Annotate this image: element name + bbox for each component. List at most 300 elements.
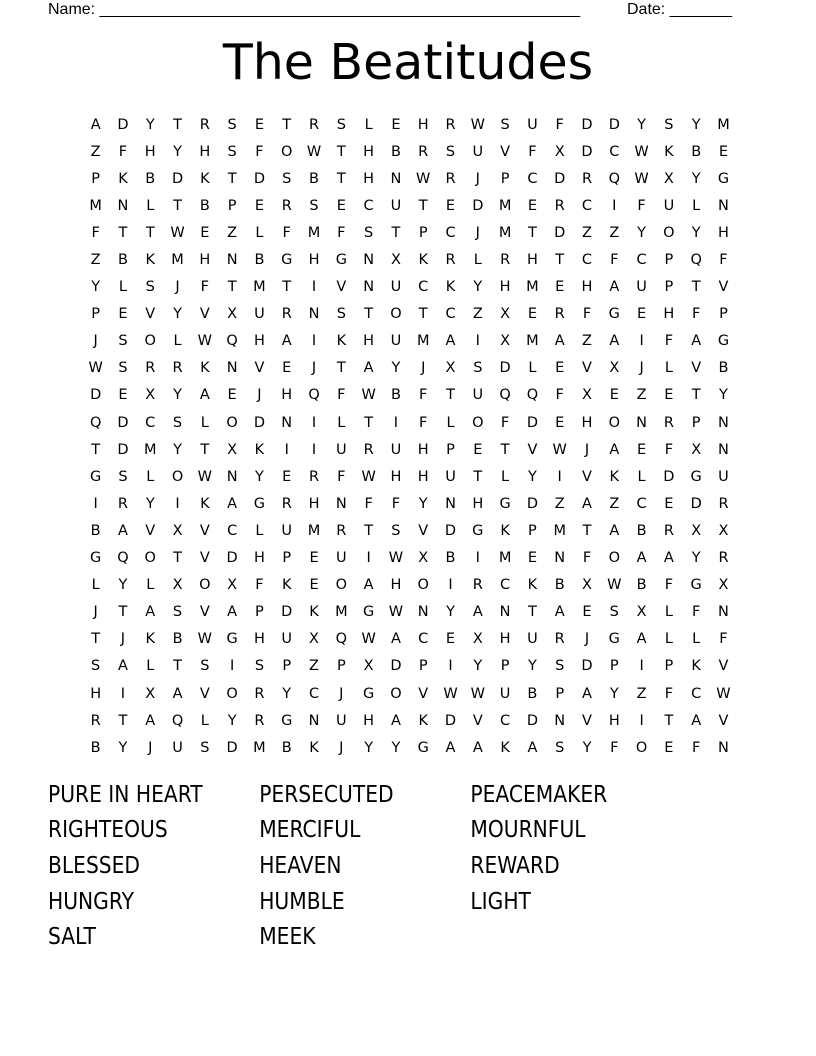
grid-letter: F xyxy=(610,252,619,269)
grid-letter: R xyxy=(554,306,565,323)
grid-letter: A xyxy=(472,739,483,756)
grid-letter: N xyxy=(718,414,729,431)
grid-letter: N xyxy=(445,495,456,512)
grid-letter: P xyxy=(719,306,728,323)
grid-letter: P xyxy=(336,658,346,675)
grid-letter: O xyxy=(199,577,211,594)
word-search-grid xyxy=(82,111,742,761)
grid-letter: F xyxy=(719,631,728,648)
grid-letter: L xyxy=(692,631,701,648)
grid-letter: U xyxy=(390,279,402,296)
grid-letter: E xyxy=(200,224,210,241)
grid-letter: I xyxy=(93,495,98,512)
grid-letter: Y xyxy=(609,685,619,702)
grid-letter: J xyxy=(475,170,480,187)
date-field-line[interactable]: Date: _______ xyxy=(627,1,732,18)
grid-letter: A xyxy=(145,604,156,621)
grid-letter: H xyxy=(390,577,402,594)
grid-letter: H xyxy=(608,712,620,729)
grid-letter: W xyxy=(361,468,376,485)
grid-letter: F xyxy=(582,306,592,323)
word-list-item: REWARD xyxy=(470,852,560,879)
grid-letter: N xyxy=(363,279,375,296)
grid-letter: I xyxy=(448,577,453,594)
grid-letter: V xyxy=(718,279,729,296)
grid-letter: V xyxy=(500,143,511,160)
grid-letter: L xyxy=(255,522,264,539)
grid-letter: D xyxy=(171,170,184,187)
grid-letter: Z xyxy=(582,333,592,350)
grid-letter: B xyxy=(117,252,128,269)
grid-letter: Y xyxy=(173,387,182,404)
grid-letter: M xyxy=(171,252,184,269)
grid-letter: Y xyxy=(473,658,483,675)
grid-letter: T xyxy=(691,387,701,404)
grid-letter: Y xyxy=(527,658,537,675)
grid-letter: A xyxy=(609,441,620,458)
grid-letter: S xyxy=(364,224,374,241)
grid-letter: H xyxy=(308,495,320,512)
grid-letter: D xyxy=(472,197,484,214)
grid-letter: T xyxy=(391,224,401,241)
grid-letter: T xyxy=(173,197,182,214)
grid-letter: X xyxy=(582,387,592,404)
grid-letter: S xyxy=(473,360,483,377)
grid-letter: A xyxy=(117,522,128,539)
grid-letter: T xyxy=(91,631,101,648)
grid-letter: P xyxy=(227,197,237,214)
header xyxy=(48,0,748,20)
grid-letter: K xyxy=(691,658,701,675)
grid-letter: H xyxy=(581,414,593,431)
grid-letter: U xyxy=(445,468,456,485)
grid-letter: I xyxy=(229,658,235,675)
grid-letter: T xyxy=(173,658,182,675)
grid-letter: O xyxy=(335,577,348,594)
grid-letter: X xyxy=(172,522,183,539)
grid-letter: V xyxy=(527,441,538,458)
grid-letter: I xyxy=(311,279,317,296)
grid-letter: U xyxy=(281,522,293,539)
grid-letter: K xyxy=(664,143,674,160)
grid-letter: V xyxy=(718,712,729,729)
grid-letter: L xyxy=(664,360,673,377)
grid-letter: B xyxy=(445,550,456,567)
grid-letter: Q xyxy=(608,170,620,187)
grid-letter: V xyxy=(199,550,210,567)
grid-letter: G xyxy=(226,631,238,648)
grid-letter: N xyxy=(281,414,293,431)
grid-letter: D xyxy=(526,495,538,512)
grid-letter: T xyxy=(555,252,565,269)
grid-letter: O xyxy=(171,468,184,485)
grid-letter: E xyxy=(118,306,128,323)
grid-letter: Q xyxy=(226,333,238,350)
grid-letter: T xyxy=(527,224,537,241)
grid-letter: V xyxy=(418,522,429,539)
grid-letter: D xyxy=(581,116,593,133)
grid-letter: Z xyxy=(90,143,101,160)
grid-letter: E xyxy=(664,495,674,512)
grid-letter: B xyxy=(718,360,729,377)
grid-letter: Y xyxy=(691,224,701,241)
grid-letter: F xyxy=(500,414,510,431)
grid-letter: M xyxy=(253,279,266,296)
grid-letter: A xyxy=(390,631,401,648)
name-field-line[interactable]: Name: ______________________________________________________ xyxy=(48,1,581,18)
grid-letter: Y xyxy=(118,577,128,594)
grid-letter: D xyxy=(117,441,129,458)
grid-letter: N xyxy=(417,604,429,621)
grid-letter: T xyxy=(282,116,292,133)
grid-letter: S xyxy=(118,333,128,350)
grid-letter: P xyxy=(555,685,565,702)
grid-letter: G xyxy=(690,577,702,594)
grid-letter: C xyxy=(418,279,429,296)
grid-letter: N xyxy=(226,468,238,485)
grid-letter: I xyxy=(639,658,644,675)
grid-letter: N xyxy=(363,252,375,269)
grid-letter: D xyxy=(253,170,266,187)
grid-letter: M xyxy=(335,604,348,621)
grid-letter: P xyxy=(418,224,428,241)
grid-letter: X xyxy=(500,306,511,323)
grid-letter: Q xyxy=(526,387,539,404)
grid-letter: V xyxy=(582,360,592,377)
grid-letter: A xyxy=(663,550,674,567)
grid-letter: T xyxy=(364,522,374,539)
grid-letter: T xyxy=(282,279,292,296)
grid-letter: K xyxy=(309,604,319,621)
grid-letter: S xyxy=(254,658,265,675)
grid-letter: K xyxy=(281,577,292,594)
grid-letter: U xyxy=(254,306,265,323)
grid-letter: Y xyxy=(255,468,264,485)
grid-letter: C xyxy=(609,143,620,160)
grid-letter: F xyxy=(664,441,674,458)
grid-letter: V xyxy=(199,306,210,323)
grid-letter: M xyxy=(526,333,539,350)
grid-letter: I xyxy=(311,441,317,458)
grid-letter: R xyxy=(472,577,483,594)
grid-letter: W xyxy=(416,170,431,187)
grid-letter: X xyxy=(145,387,156,404)
grid-letter: L xyxy=(528,360,537,377)
grid-letter: S xyxy=(145,279,155,296)
grid-letter: T xyxy=(173,550,182,567)
grid-letter: S xyxy=(172,414,183,431)
grid-letter: X xyxy=(691,522,702,539)
word-list xyxy=(48,777,699,955)
grid-letter: L xyxy=(118,279,127,296)
word-list-item: PURE IN HEART xyxy=(48,781,203,808)
grid-letter: D xyxy=(253,414,266,431)
grid-letter: Y xyxy=(391,360,401,377)
grid-letter: U xyxy=(718,468,729,485)
grid-letter: A xyxy=(609,333,620,350)
grid-letter: J xyxy=(148,739,153,756)
grid-letter: N xyxy=(718,739,729,756)
grid-letter: K xyxy=(309,739,319,756)
grid-letter: W xyxy=(552,441,567,458)
grid-letter: G xyxy=(717,170,730,187)
grid-letter: R xyxy=(281,306,292,323)
grid-letter: P xyxy=(528,522,537,539)
grid-letter: I xyxy=(475,550,480,567)
grid-letter: N xyxy=(718,604,729,621)
grid-letter: M xyxy=(498,550,512,567)
grid-letter: I xyxy=(557,468,562,485)
grid-letter: A xyxy=(554,333,565,350)
grid-letter: A xyxy=(582,685,592,702)
grid-letter: V xyxy=(582,712,592,729)
grid-letter: X xyxy=(418,550,429,567)
grid-letter: T xyxy=(473,468,483,485)
grid-letter: W xyxy=(470,685,485,702)
grid-letter: A xyxy=(636,631,647,648)
grid-letter: H xyxy=(390,468,402,485)
grid-letter: M xyxy=(89,197,102,214)
grid-letter: A xyxy=(145,712,156,729)
word-list-item: HEAVEN xyxy=(259,852,342,879)
grid-letter: K xyxy=(145,631,155,648)
grid-letter: E xyxy=(582,604,592,621)
page-title: The Beatitudes xyxy=(222,34,594,91)
grid-letter: E xyxy=(555,279,565,296)
grid-letter: Z xyxy=(636,387,647,404)
grid-letter: L xyxy=(692,197,701,214)
grid-letter: S xyxy=(227,116,237,133)
grid-letter: Y xyxy=(173,143,182,160)
grid-letter: F xyxy=(255,143,264,160)
grid-letter: A xyxy=(363,577,374,594)
grid-letter: S xyxy=(172,604,183,621)
grid-letter: O xyxy=(390,306,402,323)
grid-letter: U xyxy=(172,739,183,756)
grid-letter: K xyxy=(500,522,510,539)
word-list-item: MOURNFUL xyxy=(470,817,586,844)
grid-letter: X xyxy=(663,170,674,187)
grid-letter: R xyxy=(90,712,101,729)
word-list-item: BLESSED xyxy=(48,852,141,879)
grid-letter: L xyxy=(337,414,346,431)
grid-letter: R xyxy=(308,116,320,133)
grid-letter: S xyxy=(118,360,128,377)
grid-letter: X xyxy=(718,522,729,539)
grid-letter: B xyxy=(90,522,101,539)
grid-letter: D xyxy=(608,116,620,133)
grid-letter: R xyxy=(254,685,265,702)
grid-letter: Q xyxy=(308,387,320,404)
grid-letter: M xyxy=(498,197,512,214)
grid-letter: E xyxy=(254,116,265,133)
grid-letter: O xyxy=(608,550,620,567)
grid-letter: O xyxy=(472,414,484,431)
grid-letter: J xyxy=(93,604,98,621)
grid-letter: T xyxy=(336,143,346,160)
grid-letter: Y xyxy=(391,739,401,756)
word-list-item: PERSECUTED xyxy=(259,781,394,808)
grid-letter: V xyxy=(691,360,702,377)
grid-letter: I xyxy=(639,712,644,729)
grid-letter: G xyxy=(90,468,102,485)
grid-letter: V xyxy=(145,522,156,539)
grid-letter: F xyxy=(364,495,373,512)
grid-letter: H xyxy=(663,306,675,323)
grid-letter: L xyxy=(255,224,264,241)
grid-letter: J xyxy=(311,360,317,377)
grid-letter: H xyxy=(363,143,375,160)
grid-letter: H xyxy=(308,252,320,269)
grid-letter: X xyxy=(472,631,483,648)
grid-letter: O xyxy=(417,577,429,594)
grid-letter: X xyxy=(227,577,238,594)
grid-letter: X xyxy=(500,333,511,350)
grid-letter: N xyxy=(308,712,320,729)
grid-letter: N xyxy=(390,170,402,187)
grid-letter: J xyxy=(339,739,344,756)
grid-letter: O xyxy=(608,414,620,431)
grid-letter: R xyxy=(663,522,674,539)
grid-letter: Z xyxy=(609,224,620,241)
grid-letter: D xyxy=(554,224,566,241)
grid-letter: I xyxy=(366,550,371,567)
grid-letter: L xyxy=(664,631,673,648)
grid-letter: U xyxy=(472,143,484,160)
grid-letter: U xyxy=(336,441,347,458)
grid-letter: A xyxy=(227,495,238,512)
grid-letter: E xyxy=(718,143,729,160)
grid-letter: I xyxy=(311,333,317,350)
grid-letter: S xyxy=(336,116,346,133)
grid-letter: B xyxy=(636,522,647,539)
grid-letter: T xyxy=(582,522,592,539)
grid-letter: X xyxy=(691,441,702,458)
grid-letter: F xyxy=(719,252,728,269)
grid-letter: X xyxy=(172,577,183,594)
grid-letter: E xyxy=(664,739,674,756)
grid-letter: C xyxy=(445,306,456,323)
grid-letter: E xyxy=(254,197,265,214)
grid-letter: D xyxy=(444,522,457,539)
grid-letter: E xyxy=(637,306,647,323)
grid-letter: E xyxy=(527,197,537,214)
grid-letter: R xyxy=(445,116,456,133)
grid-letter: K xyxy=(336,333,347,350)
grid-letter: W xyxy=(306,143,322,160)
grid-letter: E xyxy=(282,468,292,485)
grid-letter: V xyxy=(718,658,729,675)
grid-letter: R xyxy=(308,468,320,485)
grid-letter: Y xyxy=(637,224,647,241)
grid-letter: W xyxy=(607,577,622,594)
grid-letter: T xyxy=(418,306,428,323)
grid-letter: W xyxy=(197,333,212,350)
grid-letter: Y xyxy=(91,279,101,296)
grid-letter: K xyxy=(500,739,510,756)
grid-letter: A xyxy=(554,604,565,621)
grid-letter: U xyxy=(336,550,347,567)
grid-letter: K xyxy=(200,495,210,512)
grid-letter: B xyxy=(254,252,265,269)
grid-letter: I xyxy=(612,197,617,214)
grid-letter: S xyxy=(91,658,101,675)
grid-letter: D xyxy=(526,712,538,729)
grid-letter: M xyxy=(717,116,730,133)
grid-letter: C xyxy=(308,685,320,702)
grid-letter: O xyxy=(144,333,156,350)
grid-letter: F xyxy=(118,143,128,160)
grid-letter: A xyxy=(281,333,292,350)
grid-letter: T xyxy=(336,360,346,377)
grid-letter: T xyxy=(364,414,374,431)
grid-letter: I xyxy=(448,658,453,675)
grid-letter: Z xyxy=(636,685,647,702)
grid-letter: T xyxy=(418,197,428,214)
grid-letter: K xyxy=(200,170,210,187)
grid-letter: E xyxy=(309,550,319,567)
word-list-item: HUMBLE xyxy=(259,888,345,915)
grid-letter: D xyxy=(90,387,102,404)
grid-letter: H xyxy=(363,170,375,187)
grid-letter: F xyxy=(692,739,701,756)
grid-letter: Q xyxy=(335,631,348,648)
grid-letter: M xyxy=(307,224,321,241)
grid-letter: I xyxy=(284,441,289,458)
grid-letter: T xyxy=(118,604,128,621)
grid-letter: T xyxy=(691,279,701,296)
grid-letter: F xyxy=(282,224,291,241)
grid-letter: A xyxy=(199,387,210,404)
grid-letter: S xyxy=(391,522,401,539)
grid-letter: C xyxy=(527,170,538,187)
grid-letter: P xyxy=(500,658,510,675)
grid-letter: T xyxy=(500,441,510,458)
grid-letter: U xyxy=(336,712,347,729)
grid-letter: F xyxy=(528,143,537,160)
grid-letter: T xyxy=(227,279,237,296)
grid-letter: L xyxy=(473,252,482,269)
grid-letter: K xyxy=(145,252,155,269)
grid-letter: A xyxy=(609,522,620,539)
grid-letter: D xyxy=(499,360,511,377)
grid-letter: W xyxy=(88,360,103,377)
grid-letter: R xyxy=(581,170,593,187)
grid-letter: R xyxy=(254,712,265,729)
grid-letter: V xyxy=(336,279,347,296)
grid-letter: V xyxy=(472,712,483,729)
grid-letter: G xyxy=(499,495,511,512)
word-list-item: HUNGRY xyxy=(48,888,134,915)
word-list-item: PEACEMAKER xyxy=(470,781,608,808)
grid-letter: D xyxy=(663,468,675,485)
grid-letter: B xyxy=(691,143,702,160)
grid-letter: C xyxy=(691,685,702,702)
word-list-item: MEEK xyxy=(259,924,316,951)
grid-letter: C xyxy=(636,252,647,269)
grid-letter: R xyxy=(117,495,128,512)
grid-letter: E xyxy=(664,387,674,404)
grid-letter: G xyxy=(472,522,484,539)
grid-letter: R xyxy=(363,441,374,458)
grid-letter: G xyxy=(281,252,293,269)
grid-letter: O xyxy=(390,685,402,702)
grid-letter: X xyxy=(227,441,238,458)
grid-letter: L xyxy=(664,604,673,621)
grid-letter: F xyxy=(555,116,564,133)
grid-letter: T xyxy=(173,116,182,133)
grid-letter: R xyxy=(663,414,674,431)
